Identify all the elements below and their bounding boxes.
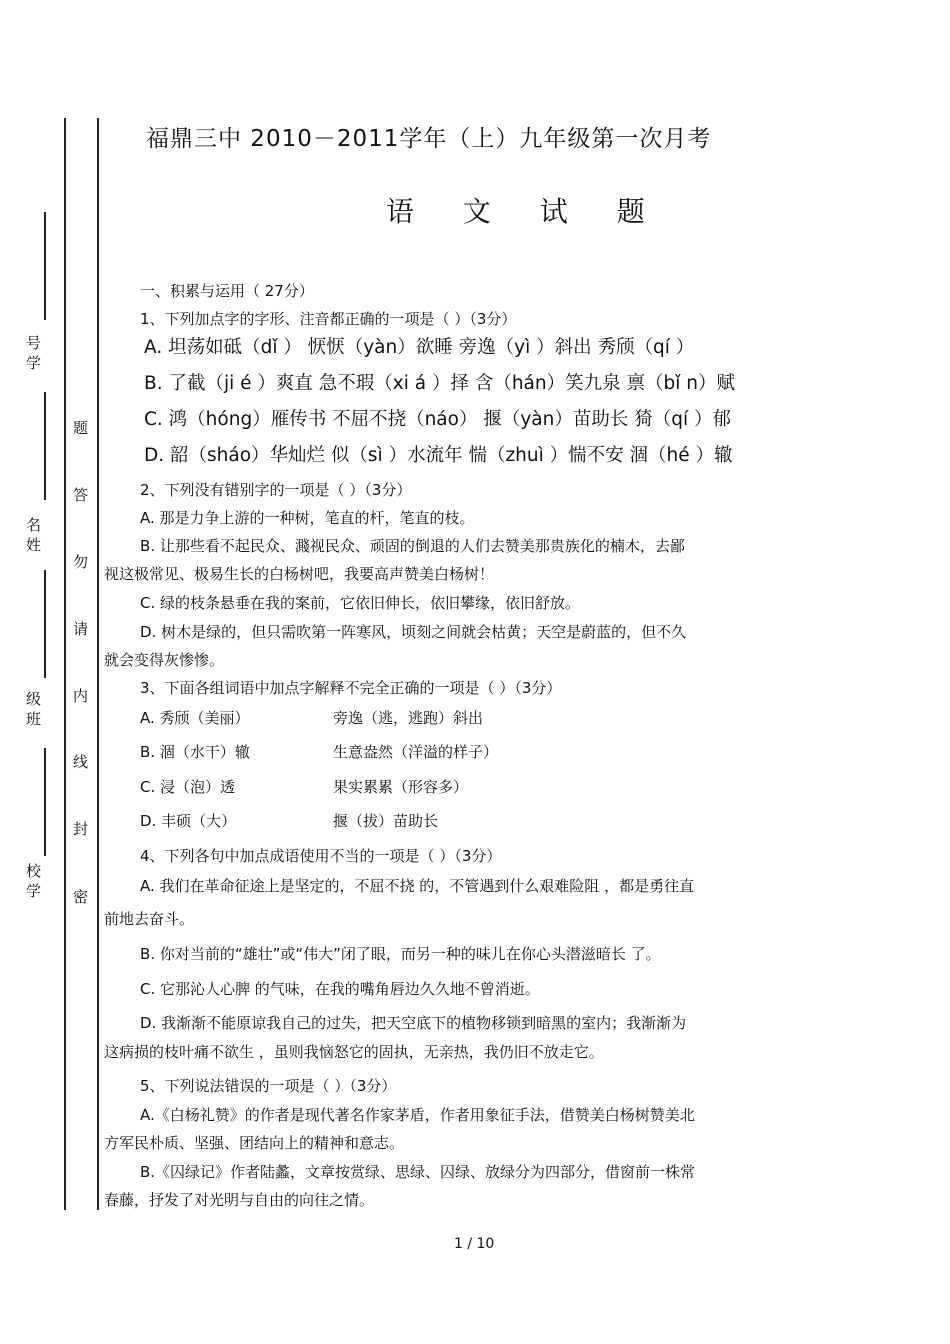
seal-char: 答 bbox=[73, 486, 89, 504]
q2-option-b-line2: 视这极常见、极易生长的白杨树吧，我要高声赞美白杨树！ bbox=[104, 565, 495, 583]
q5-option-b-line2: 春藤，抒发了对光明与自由的向往之情。 bbox=[104, 1191, 375, 1209]
q5-option-a-line2: 方军民朴质、坚强、团结向上的精神和意志。 bbox=[104, 1134, 405, 1152]
q3-row-d-left: D. 丰硕（大） bbox=[140, 812, 237, 830]
seal-char: 勿 bbox=[73, 553, 89, 571]
name-segment-line-2 bbox=[44, 392, 46, 500]
side-char: 级 bbox=[26, 690, 42, 708]
q4-option-a-line2: 前地去奋斗。 bbox=[104, 910, 195, 928]
name-segment-line-3 bbox=[44, 570, 46, 678]
q5-option-a-line1: A.《白杨礼赞》的作者是现代著名作家茅盾，作者用象征手法，借赞美白杨树赞美北 bbox=[140, 1106, 695, 1124]
q2-option-b-line1: B. 让那些看不起民众、濺视民众、顽固的倒退的人们去赞美那贵族化的楠木，去鄙 bbox=[140, 537, 685, 555]
q5-option-b-line1: B.《囚绿记》作者陆蠡，文章按赏绿、思绿、囚绿、放绿分为四部分，借窗前一株常 bbox=[140, 1163, 696, 1181]
q1-stem: 1、下列加点字的字形、注音都正确的一项是（ ）（3分） bbox=[140, 310, 517, 328]
q3-row-c-left: C. 浸（泡）透 bbox=[140, 778, 236, 796]
side-char: 名 bbox=[26, 516, 42, 534]
name-segment-line-4 bbox=[44, 748, 46, 856]
q1-option-a: A. 坦荡如砥（dǐ ） 恹恹（yàn）欲睡 旁逸（yì ）斜出 秀颀（qí ） bbox=[144, 337, 695, 358]
q3-row-d-right: 揠（拔）苗助长 bbox=[333, 812, 439, 830]
q2-option-d-line2: 就会变得灰惨惨。 bbox=[104, 651, 225, 669]
name-segment-line-1 bbox=[44, 212, 46, 320]
q5-stem: 5、下列说法错误的一项是（ ）（3分） bbox=[140, 1077, 397, 1095]
side-char: 班 bbox=[26, 710, 42, 728]
q1-option-b: B. 了截（ji é ）爽直 急不瑕（xi á ）择 含（hán）笑九泉 禀（bǐ n）赋 bbox=[144, 373, 735, 394]
side-char: 姓 bbox=[26, 536, 42, 554]
seal-char: 题 bbox=[73, 419, 89, 437]
exam-title: 福鼎三中 2010－2011学年（上）九年级第一次月考 bbox=[146, 126, 712, 152]
seal-char: 请 bbox=[73, 620, 89, 638]
q4-option-c: C. 它那沁人心脾 的气味，在我的嘴角唇边久久地不曾消逝。 bbox=[140, 980, 540, 998]
q1-option-d: D. 韶（sháo）华灿烂 似（sì ）水流年 惴（zhuì ）惴不安 涸（hé ）辙 bbox=[144, 445, 733, 466]
q4-option-d-line1: D. 我渐渐不能原谅我自己的过失，把天空底下的植物移锁到暗黑的室内；我渐渐为 bbox=[140, 1014, 687, 1032]
margin-line-inner bbox=[97, 118, 99, 1210]
q3-stem: 3、下面各组词语中加点字解释不完全正确的一项是（ ）（3分） bbox=[140, 679, 562, 697]
seal-char: 封 bbox=[73, 820, 89, 838]
q2-option-d-line1: D. 树木是绿的，但只需吹第一阵寒风，顷刻之间就会枯黄；天空是蔚蓝的，但不久 bbox=[140, 623, 687, 641]
seal-char: 内 bbox=[73, 687, 89, 705]
q4-option-d-line2: 这病损的枝叶痛不欲生 ，虽则我恼怒它的固执，无亲热，我仍旧不放走它。 bbox=[104, 1043, 604, 1061]
q2-option-a: A. 那是力争上游的一种树，笔直的杆，笔直的枝。 bbox=[140, 509, 475, 527]
q3-row-c-right: 果实累累（形容多） bbox=[333, 778, 469, 796]
q1-option-c: C. 鸿（hóng）雁传书 不屈不挠（náo） 揠（yàn）苗助长 猗（qí ）郁 bbox=[144, 409, 731, 430]
side-char: 学 bbox=[26, 354, 42, 372]
margin-line-outer bbox=[64, 118, 66, 1210]
q3-row-b-left: B. 涸（水干）辙 bbox=[140, 743, 250, 761]
q4-option-b: B. 你对当前的“雄壮”或“伟大”闭了眼，而另一种的味儿在你心头潜滋暗长 了。 bbox=[140, 945, 661, 963]
seal-char: 线 bbox=[73, 753, 89, 771]
q3-row-a-left: A. 秀颀（美丽） bbox=[140, 709, 250, 727]
seal-char: 密 bbox=[73, 888, 89, 906]
side-char: 学 bbox=[26, 882, 42, 900]
side-char: 校 bbox=[26, 862, 42, 880]
q3-row-a-right: 旁逸（逃，逃跑）斜出 bbox=[333, 709, 484, 727]
q4-stem: 4、下列各句中加点成语使用不当的一项是（ ）（3分） bbox=[140, 847, 502, 865]
q4-option-a-line1: A. 我们在革命征途上是坚定的，不屈不挠 的，不管遇到什么艰难险阻 ，都是勇往直 bbox=[140, 877, 695, 895]
q2-option-c: C. 绿的枝条悬垂在我的案前，它依旧伸长，依旧攀缘，依旧舒放。 bbox=[140, 594, 581, 612]
q3-row-b-right: 生意盎然（洋溢的样子） bbox=[333, 743, 499, 761]
page-number: 1 / 10 bbox=[454, 1236, 495, 1252]
section-heading: 一、积累与运用（ 27分） bbox=[140, 282, 314, 300]
q2-stem: 2、下列没有错别字的一项是（ ）（3分） bbox=[140, 481, 412, 499]
side-char: 号 bbox=[26, 334, 42, 352]
exam-subtitle: 语 文 试 题 bbox=[386, 195, 665, 228]
